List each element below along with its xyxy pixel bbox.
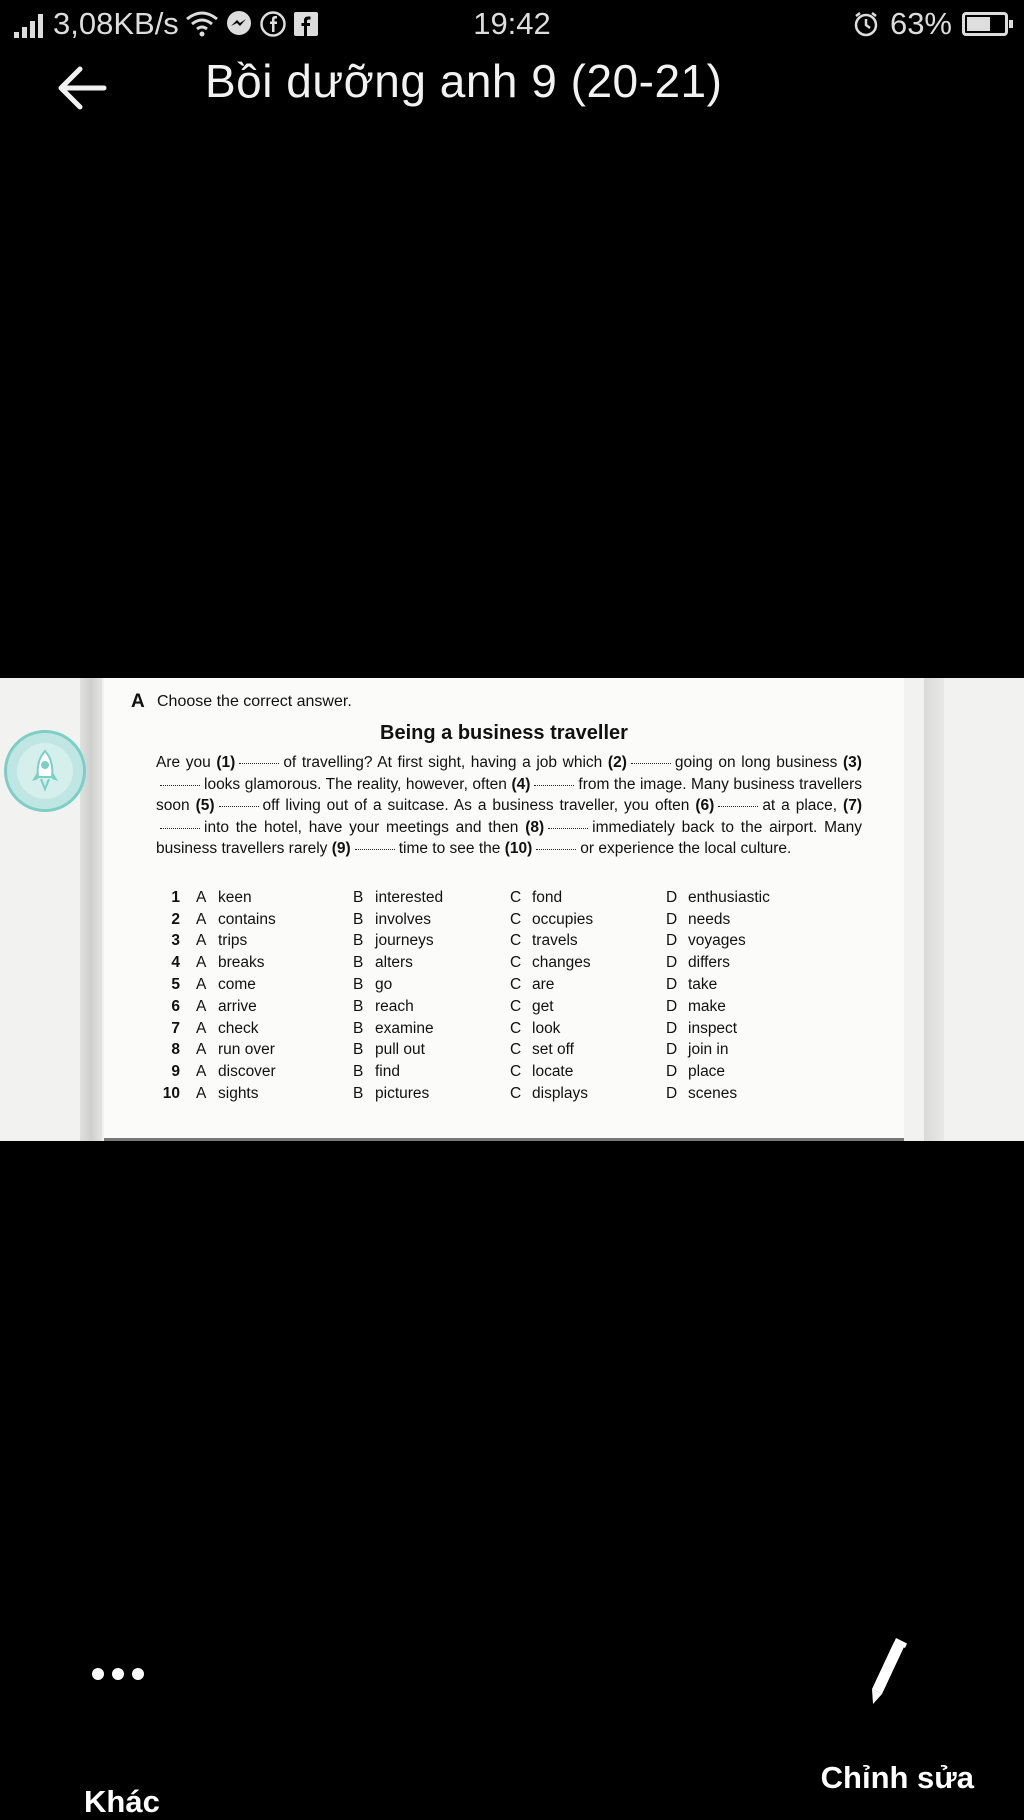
page-title: Bồi dưỡng anh 9 (20-21) bbox=[205, 55, 723, 107]
question-number: 7 bbox=[171, 1019, 180, 1037]
option-letter: B bbox=[353, 954, 364, 972]
option-letter: C bbox=[510, 976, 522, 994]
option-letter: A bbox=[196, 1019, 207, 1037]
option-a bbox=[180, 889, 353, 907]
option-c bbox=[510, 1041, 666, 1059]
option-d bbox=[666, 1020, 846, 1038]
option-c bbox=[510, 954, 666, 972]
pencil-icon bbox=[864, 1636, 910, 1708]
option-word: journeys bbox=[375, 932, 434, 950]
options-table bbox=[154, 887, 874, 1105]
option-row bbox=[154, 974, 874, 996]
option-a bbox=[180, 1020, 353, 1038]
option-c bbox=[510, 1085, 666, 1103]
question-number: 8 bbox=[171, 1041, 180, 1059]
option-word: pictures bbox=[375, 1085, 430, 1103]
arrow-left-icon bbox=[56, 65, 108, 111]
option-c bbox=[510, 1020, 666, 1038]
option-d bbox=[666, 911, 846, 929]
option-row bbox=[154, 1018, 874, 1040]
option-letter: A bbox=[196, 954, 207, 972]
option-word: place bbox=[688, 1063, 726, 1081]
option-letter: A bbox=[196, 888, 207, 906]
option-letter: D bbox=[666, 910, 678, 928]
battery-icon bbox=[962, 12, 1008, 36]
option-b bbox=[353, 998, 510, 1016]
option-letter: D bbox=[666, 932, 678, 950]
option-letter: B bbox=[353, 910, 364, 928]
more-button[interactable] bbox=[84, 1664, 164, 1819]
question-number: 9 bbox=[171, 1063, 180, 1081]
section-letter: A bbox=[131, 691, 145, 712]
option-letter: C bbox=[510, 1085, 522, 1103]
option-word: look bbox=[532, 1019, 561, 1037]
option-c bbox=[510, 1063, 666, 1081]
option-word: are bbox=[532, 976, 555, 994]
clock: 19:42 bbox=[473, 6, 551, 41]
option-word: scenes bbox=[688, 1085, 738, 1103]
option-b bbox=[353, 954, 510, 972]
option-word: displays bbox=[532, 1085, 588, 1103]
option-b bbox=[353, 1085, 510, 1103]
option-word: join in bbox=[688, 1041, 729, 1059]
option-b bbox=[353, 1063, 510, 1081]
option-letter: D bbox=[666, 1063, 678, 1081]
option-letter: D bbox=[666, 976, 678, 994]
section-instruction: Choose the correct answer. bbox=[157, 693, 352, 710]
status-bar bbox=[0, 0, 1024, 54]
option-word: occupies bbox=[532, 910, 594, 928]
option-word: contains bbox=[218, 910, 276, 928]
status-right bbox=[852, 6, 1008, 42]
option-d bbox=[666, 1085, 846, 1103]
option-row bbox=[154, 909, 874, 931]
option-letter: D bbox=[666, 1041, 678, 1059]
option-letter: A bbox=[196, 997, 207, 1015]
photo-viewer[interactable] bbox=[0, 678, 1024, 1141]
option-c bbox=[510, 911, 666, 929]
option-word: trips bbox=[218, 932, 248, 950]
option-word: travels bbox=[532, 932, 578, 950]
option-word: reach bbox=[375, 997, 414, 1015]
option-letter: A bbox=[196, 1085, 207, 1103]
option-letter: A bbox=[196, 1041, 207, 1059]
option-word: make bbox=[688, 997, 726, 1015]
option-letter: C bbox=[510, 932, 522, 950]
option-row bbox=[154, 887, 874, 909]
option-a bbox=[180, 932, 353, 950]
option-b bbox=[353, 1041, 510, 1059]
passage-title: Being a business traveller bbox=[380, 722, 628, 744]
option-word: come bbox=[218, 976, 256, 994]
option-word: get bbox=[532, 997, 554, 1015]
option-letter: C bbox=[510, 888, 522, 906]
option-word: alters bbox=[375, 954, 413, 972]
option-c bbox=[510, 889, 666, 907]
option-letter: B bbox=[353, 932, 364, 950]
option-letter: B bbox=[353, 888, 364, 906]
alarm-icon bbox=[852, 10, 880, 38]
option-c bbox=[510, 932, 666, 950]
option-b bbox=[353, 911, 510, 929]
option-letter: D bbox=[666, 888, 678, 906]
option-word: voyages bbox=[688, 932, 746, 950]
option-a bbox=[180, 976, 353, 994]
option-b bbox=[353, 1020, 510, 1038]
option-word: find bbox=[375, 1063, 400, 1081]
option-word: differs bbox=[688, 954, 730, 972]
question-number: 2 bbox=[171, 910, 180, 928]
option-d bbox=[666, 1041, 846, 1059]
option-word: take bbox=[688, 976, 718, 994]
option-d bbox=[666, 954, 846, 972]
question-number: 1 bbox=[171, 888, 180, 906]
option-b bbox=[353, 889, 510, 907]
option-word: enthusiastic bbox=[688, 888, 770, 906]
watermark-logo bbox=[4, 730, 86, 812]
option-word: changes bbox=[532, 954, 591, 972]
option-word: discover bbox=[218, 1063, 276, 1081]
option-letter: B bbox=[353, 1019, 364, 1037]
option-letter: C bbox=[510, 954, 522, 972]
option-a bbox=[180, 1063, 353, 1081]
question-number: 5 bbox=[171, 976, 180, 994]
option-letter: A bbox=[196, 932, 207, 950]
option-row bbox=[154, 996, 874, 1018]
option-letter: C bbox=[510, 1063, 522, 1081]
option-word: inspect bbox=[688, 1019, 738, 1037]
battery-percent: 63% bbox=[889, 6, 952, 41]
option-word: go bbox=[375, 976, 393, 994]
option-letter: C bbox=[510, 1019, 522, 1037]
option-letter: D bbox=[666, 954, 678, 972]
option-a bbox=[180, 911, 353, 929]
option-a bbox=[180, 998, 353, 1016]
option-word: breaks bbox=[218, 954, 265, 972]
option-letter: A bbox=[196, 976, 207, 994]
option-letter: B bbox=[353, 997, 364, 1015]
option-row bbox=[154, 1083, 874, 1105]
option-word: set off bbox=[532, 1041, 574, 1059]
option-word: locate bbox=[532, 1063, 574, 1081]
option-letter: B bbox=[353, 1085, 364, 1103]
option-letter: A bbox=[196, 910, 207, 928]
option-word: pull out bbox=[375, 1041, 425, 1059]
header bbox=[0, 54, 1024, 164]
option-letter: D bbox=[666, 1085, 678, 1103]
option-row bbox=[154, 952, 874, 974]
option-d bbox=[666, 932, 846, 950]
option-word: check bbox=[218, 1019, 259, 1037]
question-number: 4 bbox=[171, 954, 180, 972]
option-word: interested bbox=[375, 888, 444, 906]
option-word: needs bbox=[688, 910, 731, 928]
question-number: 10 bbox=[162, 1085, 180, 1103]
more-dots-icon bbox=[92, 1668, 144, 1680]
option-a bbox=[180, 1085, 353, 1103]
option-row bbox=[154, 1061, 874, 1083]
option-letter: C bbox=[510, 910, 522, 928]
question-number: 3 bbox=[171, 932, 180, 950]
option-d bbox=[666, 976, 846, 994]
passage-text: Are you (1) of travelling? At first sight, having a job which (2) going on long business (3)looks glamorous. The reality, however, often (4) from the image. Many business travellers soon (5) off living out of a suitcase. As a business traveller, you often (6) at a place, (7)into the hotel, have your meetings and then (8) immediately back to the airport. Many business travellers rarely (9) time to see the (10) or experience the local culture. bbox=[156, 754, 863, 857]
page-edge-left bbox=[80, 678, 102, 1141]
option-d bbox=[666, 1063, 846, 1081]
more-label: Khác bbox=[84, 1784, 160, 1819]
option-word: examine bbox=[375, 1019, 434, 1037]
option-letter: C bbox=[510, 1041, 522, 1059]
option-a bbox=[180, 954, 353, 972]
option-letter: B bbox=[353, 976, 364, 994]
option-a bbox=[180, 1041, 353, 1059]
option-c bbox=[510, 976, 666, 994]
edit-label: Chỉnh sửa bbox=[820, 1760, 974, 1795]
back-button[interactable] bbox=[52, 58, 112, 118]
option-row bbox=[154, 1040, 874, 1062]
option-letter: C bbox=[510, 997, 522, 1015]
worksheet-page bbox=[104, 678, 904, 1141]
option-word: keen bbox=[218, 888, 252, 906]
option-letter: A bbox=[196, 1063, 207, 1081]
option-c bbox=[510, 998, 666, 1016]
network-speed: 3,08KB/s bbox=[53, 6, 179, 41]
option-b bbox=[353, 932, 510, 950]
option-letter: B bbox=[353, 1041, 364, 1059]
option-word: sights bbox=[218, 1085, 259, 1103]
option-d bbox=[666, 998, 846, 1016]
option-letter: B bbox=[353, 1063, 364, 1081]
question-number: 6 bbox=[171, 997, 180, 1015]
option-word: involves bbox=[375, 910, 431, 928]
option-letter: D bbox=[666, 997, 678, 1015]
rocket-icon bbox=[28, 749, 62, 793]
option-b bbox=[353, 976, 510, 994]
page-bottom-rule bbox=[104, 1138, 904, 1141]
option-row bbox=[154, 931, 874, 953]
bottom-actions bbox=[0, 1620, 1024, 1820]
page-edge-right bbox=[924, 678, 944, 1141]
option-letter: D bbox=[666, 1019, 678, 1037]
edit-button[interactable] bbox=[804, 1636, 974, 1816]
option-d bbox=[666, 889, 846, 907]
option-word: arrive bbox=[218, 997, 257, 1015]
option-word: run over bbox=[218, 1041, 275, 1059]
option-word: fond bbox=[532, 888, 563, 906]
